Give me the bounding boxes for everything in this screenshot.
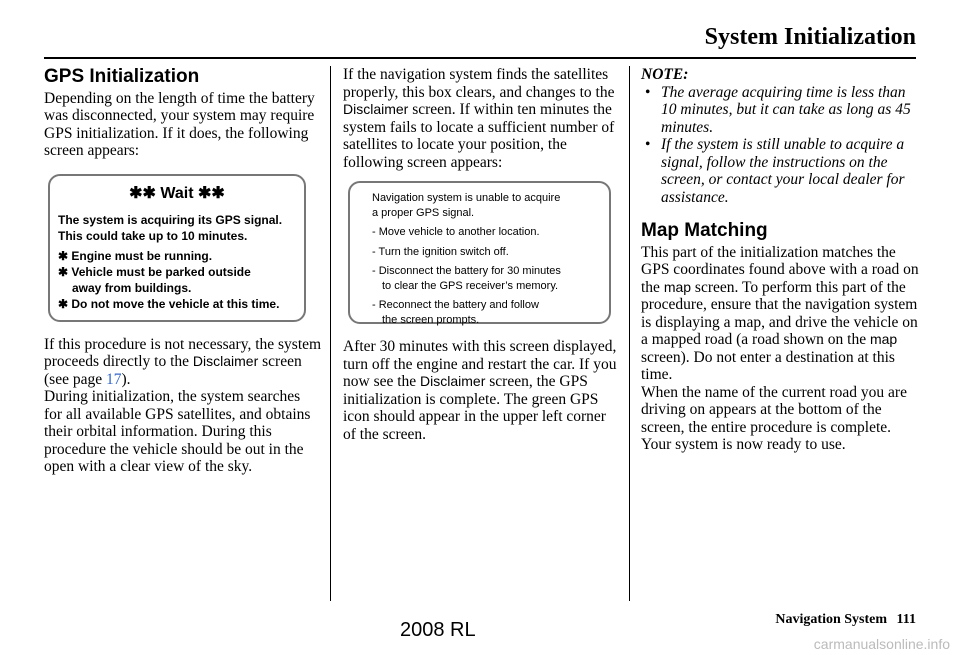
error-step: to clear the GPS receiver’s memory. (382, 279, 559, 292)
error-step: - Disconnect the battery for 30 minutes (372, 265, 561, 277)
wait-message: The system is acquiring its GPS signal. (58, 212, 283, 227)
column-2 (343, 66, 621, 443)
paragraph: If this procedure is not necessary, the system proceeds directly to the Disclaimer screen (see page 17). (44, 335, 322, 388)
wait-bullet: ✱ Vehicle must be parked outside (58, 264, 251, 279)
header-rule (44, 57, 916, 59)
section-heading-map-matching: Map Matching (641, 220, 768, 241)
paragraph: When the name of the current road you are driving on appears at the bottom of the screen, the entire procedure is complete. Your system is now ready to use. (641, 383, 907, 453)
wait-message: This could take up to 10 minutes. (58, 228, 248, 243)
disclaimer-screen-name: Disclaimer (192, 353, 259, 369)
wait-bullet: ✱ Do not move the vehicle at this time. (58, 296, 280, 311)
error-step: - Reconnect the battery and follow (372, 299, 539, 311)
paragraph: During initialization, the system searches for all available GPS satellites, and obtains their orbital information. During this procedure the vehicle should be out in the open with a clear view of the sky. (44, 388, 311, 475)
paragraph: After 30 minutes with this screen displayed, turn off the engine and restart the car. If you now see the Disclaimer screen, the GPS initialization is complete. The green GPS icon should appear in the upper left corner of the screen. (343, 338, 617, 443)
map-screen-name: map (869, 331, 898, 347)
page-footer (775, 612, 916, 628)
section-heading-gps-initialization: GPS Initialization (44, 66, 200, 87)
disclaimer-screen-name: Disclaimer (343, 101, 409, 117)
column-1 (44, 66, 322, 476)
footer-section: Navigation System (775, 612, 888, 627)
column-divider-2 (629, 66, 630, 601)
column-3 (641, 66, 919, 454)
disclaimer-screen-name: Disclaimer (420, 373, 486, 389)
page-number: 111 (896, 612, 916, 627)
error-step: the screen prompts. (382, 313, 480, 326)
error-step: - Turn the ignition switch off. (372, 245, 509, 258)
error-message: a proper GPS signal. (372, 206, 475, 219)
note-list (641, 84, 919, 207)
wait-screen-illustration (48, 174, 306, 322)
note-item: • The average acquiring time is less than 10 minutes, but it can take as long as 45 minutes. (641, 84, 919, 137)
note-item: • If the system is still unable to acquire a signal, follow the instructions on the screen, or contact your local dealer for assistance. (641, 136, 919, 206)
wait-title: ✱✱ Wait ✱✱ (129, 184, 225, 202)
gps-error-screen-illustration (348, 181, 611, 324)
paragraph: Depending on the length of time the battery was disconnected, your system may require GPS initialization. If it does, the following screen appears: (44, 89, 315, 159)
page-title: System Initialization (704, 24, 916, 50)
paragraph: This part of the initialization matches the GPS coordinates found above with a road on the map screen. To perform this part of the procedure, ensure that the navigation system is displaying a map, and drive the vehicle on a mapped road (a road shown on the map screen). Do not enter a destination at this time. (641, 243, 919, 383)
error-message: Navigation system is unable to acquire (372, 192, 561, 204)
wait-bullet: away from buildings. (72, 280, 192, 295)
paragraph: If the navigation system finds the satellites properly, this box clears, and changes to the Disclaimer screen. If within ten minutes the system fails to locate a sufficient number of satellites to locate your position, the following screen appears: (343, 66, 615, 171)
watermark: carmanualsonline.info (813, 636, 950, 652)
page-link[interactable]: 17 (105, 370, 122, 388)
map-screen-name: map (663, 278, 692, 295)
error-step: - Move vehicle to another location. (372, 226, 540, 238)
note-label: NOTE: (641, 66, 689, 83)
column-divider-1 (330, 66, 331, 601)
model-label: 2008 RL (400, 619, 476, 641)
wait-bullet: ✱ Engine must be running. (58, 248, 213, 263)
